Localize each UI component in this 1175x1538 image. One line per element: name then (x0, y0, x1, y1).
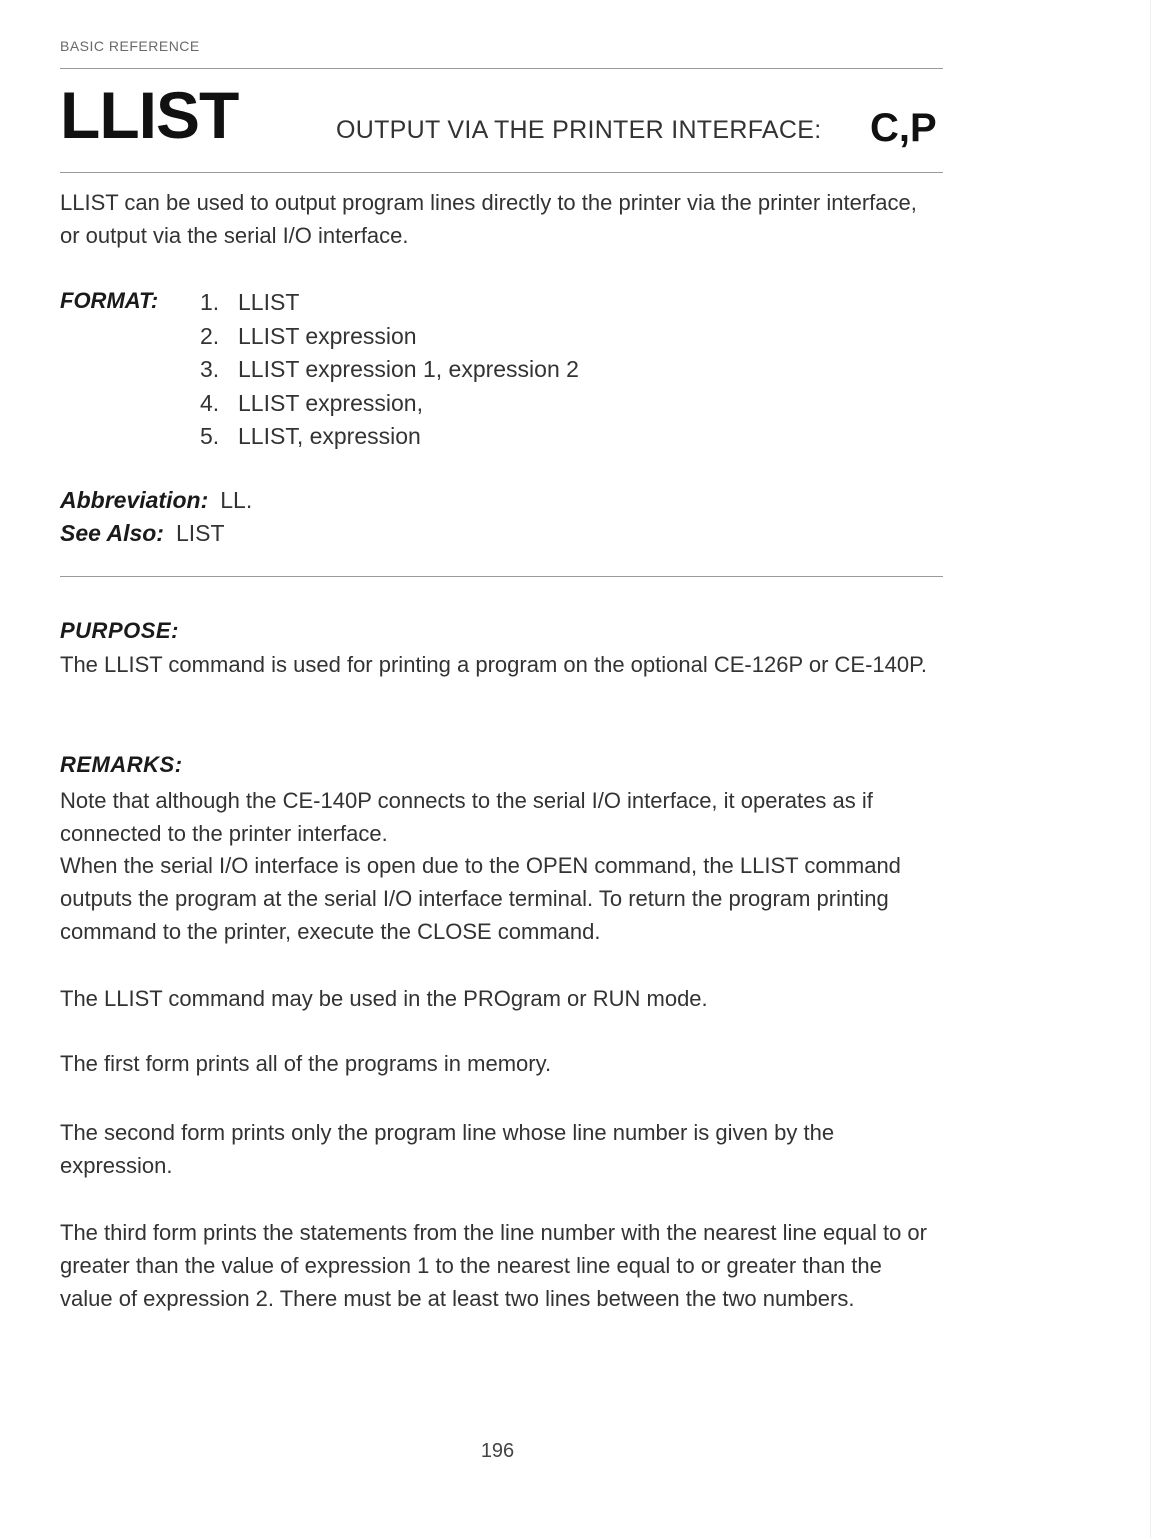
remarks-paragraph: The first form prints all of the programs in memory. (60, 1051, 552, 1076)
remarks-paragraph: When the serial I/O interface is open due to the OPEN command, the LLIST command outputs the program at the serial I/O interface terminal. To return the program printing command to the printer, execute the CLOSE command. (60, 853, 901, 944)
format-item (200, 286, 579, 320)
format-label: FORMAT: (60, 288, 159, 313)
abbreviation-label: Abbreviation: (60, 487, 209, 513)
see-also-label: See Also: (60, 520, 164, 546)
format-item-text: LLIST expression (238, 322, 417, 349)
section-label: BASIC REFERENCE (60, 38, 200, 54)
page-number: 196 (480, 1440, 515, 1462)
abbreviation-row (60, 487, 252, 514)
format-item-number: 3. (200, 356, 220, 382)
command-subtitle: OUTPUT VIA THE PRINTER INTERFACE: (336, 116, 822, 144)
remarks-paragraph: Note that although the CE-140P connects to the serial I/O interface, it operates as if connected to the printer interface. (60, 788, 873, 846)
section-rule (60, 576, 943, 577)
format-item-text: LLIST, expression (238, 423, 421, 449)
format-item-number: 2. (200, 322, 220, 349)
purpose-heading: PURPOSE: (60, 618, 179, 643)
scan-edge (1150, 0, 1151, 1538)
remarks-heading: REMARKS: (60, 752, 183, 777)
remarks-paragraph: The second form prints only the program line whose line number is given by the expression. (60, 1120, 835, 1178)
format-item-number: 4. (200, 389, 220, 416)
header-rule (60, 68, 943, 69)
format-item (200, 353, 579, 387)
see-also-row (60, 520, 225, 547)
format-item (200, 387, 579, 421)
format-item-text: LLIST expression 1, expression 2 (238, 356, 579, 382)
format-item-number: 1. (200, 289, 220, 315)
abbreviation-value: LL. (220, 487, 253, 513)
see-also-value: LIST (175, 520, 225, 546)
format-item-number: 5. (200, 423, 220, 449)
format-item (200, 420, 579, 454)
title-rule (60, 172, 943, 173)
format-item-text: LLIST expression, (238, 389, 423, 416)
command-modes: C,P (870, 106, 937, 150)
remarks-paragraph: The third form prints the statements from the line number with the nearest line equal to or greater than the value of expression 1 to the nearest line equal to or greater than the value of expression 2. There must be at least two lines between the two numbers. (60, 1220, 927, 1311)
format-item (200, 320, 579, 354)
remarks-paragraph: The LLIST command may be used in the PROgram or RUN mode. (60, 986, 708, 1011)
purpose-paragraph: The LLIST command is used for printing a program on the optional CE-126P or CE-140P. (60, 652, 928, 677)
format-list (200, 286, 579, 454)
format-item-text: LLIST (238, 289, 300, 315)
intro-paragraph: LLIST can be used to output program lines directly to the printer via the printer interface, or output via the serial I/O interface. (60, 190, 917, 248)
command-title: LLIST (60, 78, 239, 152)
